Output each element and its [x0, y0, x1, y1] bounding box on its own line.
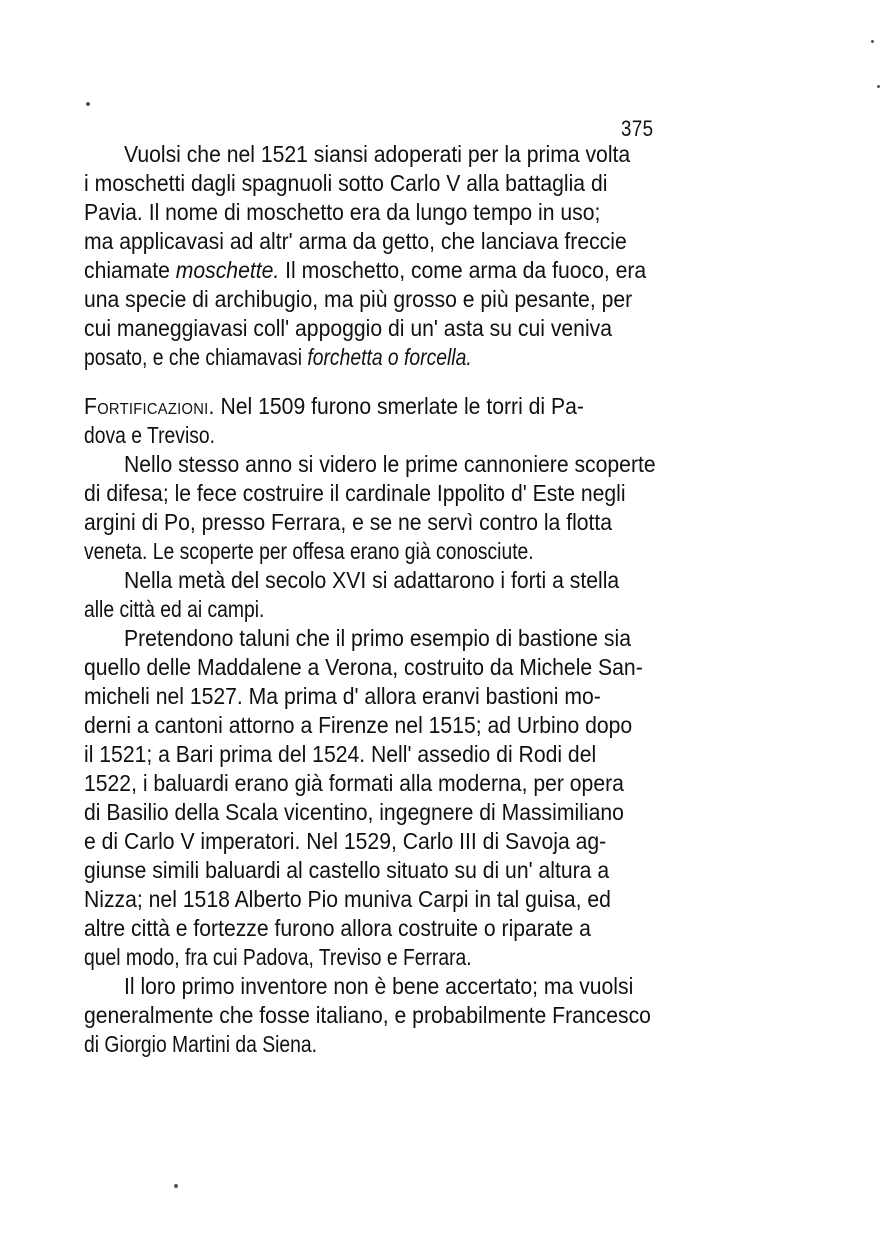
- text-line: [84, 711, 632, 740]
- text-run: Il loro primo inventore non è bene accertato; ma vuolsi: [124, 973, 634, 999]
- text-line: [84, 314, 612, 343]
- text-line: [124, 972, 633, 1001]
- text-run: ma applicavasi ad altr' arma da getto, che lanciava freccie: [84, 228, 627, 254]
- italic-run: forchetta o forcella.: [307, 344, 472, 370]
- text-line: [84, 392, 584, 421]
- speck-mark: [174, 1184, 178, 1188]
- text-line: [84, 198, 600, 227]
- text-line: [84, 421, 215, 450]
- text-line: [124, 624, 631, 653]
- text-line: [84, 885, 611, 914]
- text-run: generalmente che fosse italiano, e probabilmente Francesco: [84, 1002, 651, 1028]
- text-run: Il moschetto, come arma da fuoco, era: [279, 257, 647, 283]
- text-line: [84, 537, 534, 566]
- text-run: quel modo, fra cui Padova, Treviso e Ferrara.: [84, 944, 472, 970]
- text-line: [124, 566, 619, 595]
- text-run: Vuolsi che nel 1521 siansi adoperati per la prima volta: [124, 141, 631, 167]
- text-run: Nel 1509 furono smerlate le torri di Pa-: [214, 393, 584, 419]
- text-run: veneta. Le scoperte per offesa erano già conosciute.: [84, 538, 534, 564]
- text-run: Nella metà del secolo XVI si adattarono i forti a stella: [124, 567, 620, 593]
- text-run: di Giorgio Martini da Siena.: [84, 1031, 318, 1057]
- text-run: derni a cantoni attorno a Firenze nel 1515; ad Urbino dopo: [84, 712, 633, 738]
- italic-run: moschette.: [175, 257, 280, 283]
- text-line: [84, 285, 632, 314]
- text-line: [84, 856, 609, 885]
- page-number: 375: [621, 116, 654, 141]
- text-line: [84, 343, 472, 372]
- text-run: chiamate: [84, 257, 176, 283]
- text-line: [84, 1001, 651, 1030]
- speck-mark: [86, 102, 90, 106]
- text-run: i moschetti dagli spagnuoli sotto Carlo V alla battaglia di: [84, 170, 608, 196]
- text-line: [84, 169, 607, 198]
- text-line: [84, 740, 596, 769]
- text-line: [84, 595, 264, 624]
- section-heading: Fortificazioni.: [84, 393, 215, 419]
- text-run: una specie di archibugio, ma più grosso e più pesante, per: [84, 286, 633, 312]
- speck-mark: [877, 85, 880, 88]
- text-run: alle città ed ai campi.: [84, 596, 265, 622]
- text-run: Nello stesso anno si videro le prime cannoniere scoperte: [124, 451, 656, 477]
- text-run: di difesa; le fece costruire il cardinale Ippolito d' Este negli: [84, 480, 626, 506]
- text-line: [124, 140, 630, 169]
- text-run: posato, e che chiamavasi: [84, 344, 308, 370]
- text-line: [84, 508, 612, 537]
- text-line: [84, 914, 591, 943]
- text-run: e di Carlo V imperatori. Nel 1529, Carlo III di Savoja ag-: [84, 828, 607, 854]
- text-line: [84, 479, 626, 508]
- speck-mark: [871, 40, 874, 43]
- text-line: [84, 256, 646, 285]
- text-line: [84, 682, 601, 711]
- text-run: dova e Treviso.: [84, 422, 216, 448]
- text-run: micheli nel 1527. Ma prima d' allora eranvi bastioni mo-: [84, 683, 601, 709]
- text-run: cui maneggiavasi coll' appoggio di un' asta su cui veniva: [84, 315, 613, 341]
- text-run: 1522, i baluardi erano già formati alla moderna, per opera: [84, 770, 624, 796]
- text-line: [84, 827, 606, 856]
- text-run: argini di Po, presso Ferrara, e se ne servì contro la flotta: [84, 509, 613, 535]
- text-line: [84, 943, 472, 972]
- text-line: [124, 450, 656, 479]
- text-run: di Basilio della Scala vicentino, ingegnere di Massimiliano: [84, 799, 624, 825]
- text-run: Pavia. Il nome di moschetto era da lungo tempo in uso;: [84, 199, 601, 225]
- text-run: Nizza; nel 1518 Alberto Pio muniva Carpi in tal guisa, ed: [84, 886, 611, 912]
- text-line: [84, 769, 624, 798]
- text-line: [84, 1030, 317, 1059]
- text-run: giunse simili baluardi al castello situato su di un' altura a: [84, 857, 610, 883]
- text-run: altre città e fortezze furono allora costruite o riparate a: [84, 915, 591, 941]
- text-line: [84, 798, 624, 827]
- text-run: il 1521; a Bari prima del 1524. Nell' assedio di Rodi del: [84, 741, 597, 767]
- text-run: Pretendono taluni che il primo esempio di bastione sia: [124, 625, 631, 651]
- text-line: [84, 227, 627, 256]
- text-run: quello delle Maddalene a Verona, costruito da Michele San-: [84, 654, 643, 680]
- text-line: [84, 653, 643, 682]
